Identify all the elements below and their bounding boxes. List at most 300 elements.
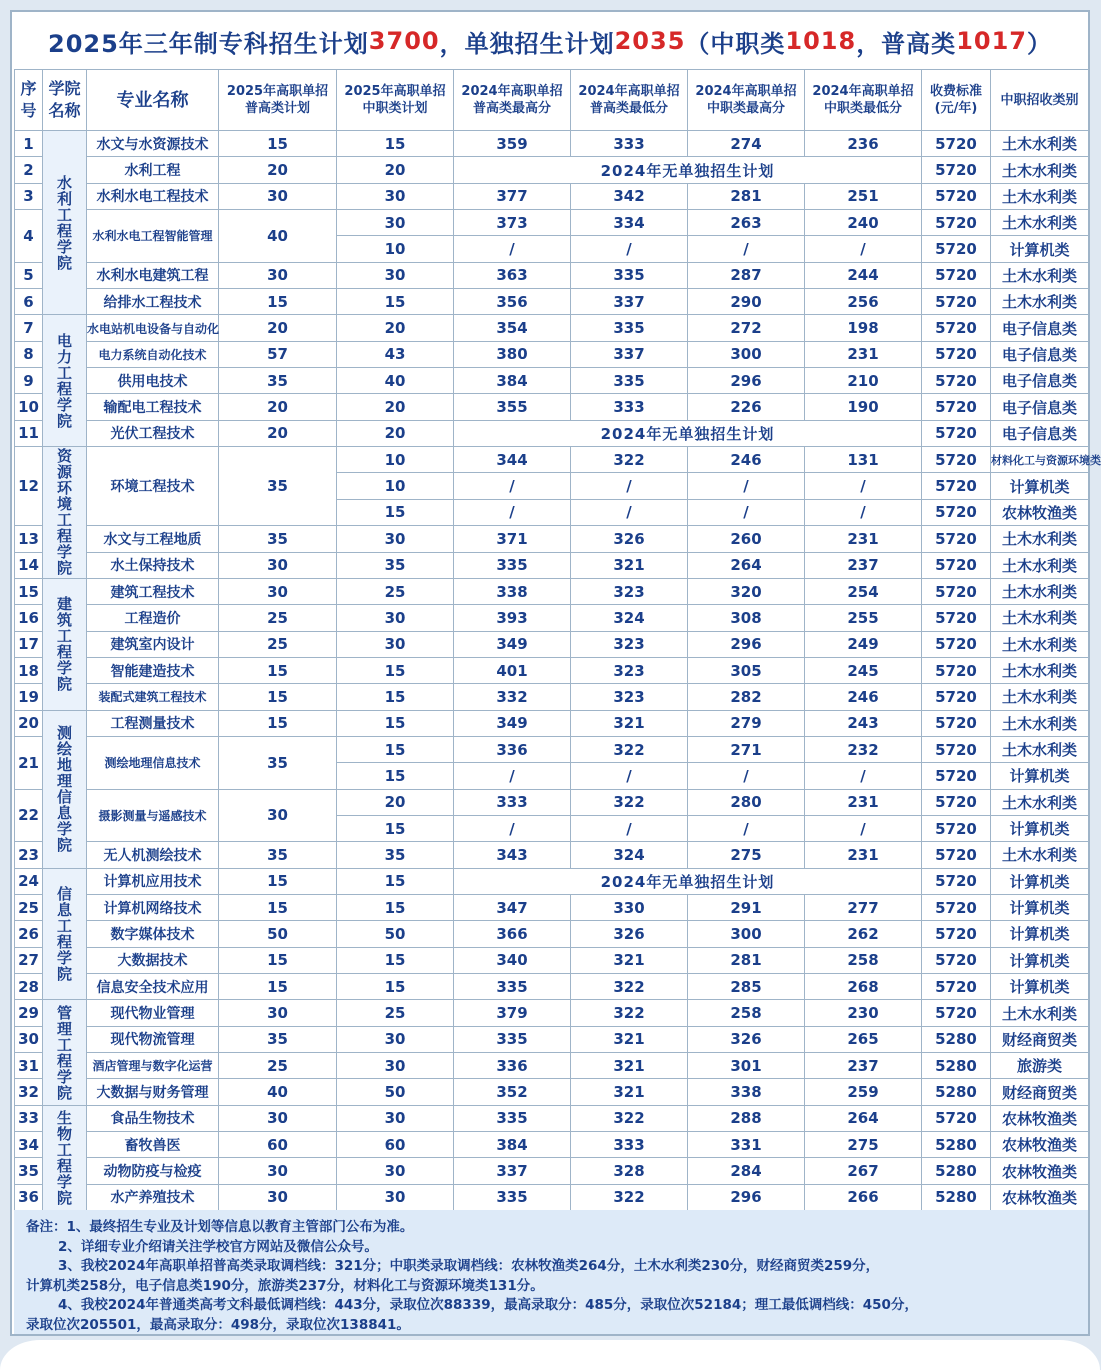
vocational-min-cell: 231 <box>805 789 922 815</box>
vocational-max-cell: 280 <box>688 789 805 815</box>
seq-cell: 30 <box>15 1026 43 1052</box>
category-cell: 土木水利类 <box>991 789 1089 815</box>
major-cell: 大数据与财务管理 <box>87 1079 219 1105</box>
vocational-min-cell: 265 <box>805 1026 922 1052</box>
table-row <box>15 605 1089 631</box>
category-cell: 计算机类 <box>991 815 1089 841</box>
vocational-min-cell: / <box>805 473 922 499</box>
fee-cell: 5720 <box>922 894 991 920</box>
plan-vocational-cell: 25 <box>337 1000 454 1026</box>
vocational-max-cell: / <box>688 763 805 789</box>
category-cell: 计算机类 <box>991 763 1089 789</box>
plan-general-cell: 40 <box>219 210 337 263</box>
seq-cell: 25 <box>15 894 43 920</box>
fee-cell: 5720 <box>922 420 991 446</box>
vocational-max-cell: 272 <box>688 315 805 341</box>
separate-plan: 2035 <box>614 27 686 55</box>
seq-cell: 20 <box>15 710 43 736</box>
vocational-min-cell: / <box>805 815 922 841</box>
major-cell: 水文与水资源技术 <box>87 131 219 157</box>
plan-general-cell: 20 <box>219 394 337 420</box>
general-min-cell: 321 <box>571 1079 688 1105</box>
general-max-cell: 355 <box>454 394 571 420</box>
fee-cell: 5720 <box>922 815 991 841</box>
general-max-cell: 354 <box>454 315 571 341</box>
school-cell: 资源环境工程学院 <box>43 447 87 579</box>
general-min-cell: 323 <box>571 657 688 683</box>
major-cell: 测绘地理信息技术 <box>87 736 219 789</box>
table-row <box>15 684 1089 710</box>
plan-vocational-cell: 30 <box>337 526 454 552</box>
seq-cell: 16 <box>15 605 43 631</box>
table-row <box>15 526 1089 552</box>
category-cell: 土木水利类 <box>991 552 1089 578</box>
plan-vocational-cell: 30 <box>337 262 454 288</box>
general-max-cell: 363 <box>454 262 571 288</box>
general-max-cell: 333 <box>454 789 571 815</box>
note-2: 2、详细专业介绍请关注学校官方网站及微信公众号。 <box>58 1238 378 1255</box>
enrollment-table <box>14 69 1101 1211</box>
general-max-cell: 347 <box>454 894 571 920</box>
seq-cell: 27 <box>15 947 43 973</box>
major-cell: 酒店管理与数字化运营 <box>87 1053 219 1079</box>
major-cell: 畜牧兽医 <box>87 1132 219 1158</box>
plan-vocational-cell: 15 <box>337 974 454 1000</box>
plan-vocational-cell: 15 <box>337 947 454 973</box>
vocational-min-cell: 231 <box>805 526 922 552</box>
vocational-max-cell: 226 <box>688 394 805 420</box>
seq-cell: 35 <box>15 1158 43 1184</box>
general-max-cell: / <box>454 236 571 262</box>
table-row <box>15 921 1089 947</box>
category-cell: 土木水利类 <box>991 578 1089 604</box>
general-min-cell: 322 <box>571 447 688 473</box>
plan-vocational-cell: 35 <box>337 552 454 578</box>
plan-vocational-cell: 15 <box>337 763 454 789</box>
category-cell: 土木水利类 <box>991 1000 1089 1026</box>
plan-vocational-cell: 15 <box>337 684 454 710</box>
vocational-min-cell: 232 <box>805 736 922 762</box>
note-4-cont: 录取位次205501，最高录取分：498分，录取位次138841。 <box>26 1316 410 1333</box>
major-cell: 建筑工程技术 <box>87 578 219 604</box>
general-max-cell: 393 <box>454 605 571 631</box>
fee-cell: 5720 <box>922 236 991 262</box>
category-cell: 财经商贸类 <box>991 1026 1089 1052</box>
table-row <box>15 368 1089 394</box>
vocational-min-cell: 231 <box>805 341 922 367</box>
vocational-min-cell: 243 <box>805 710 922 736</box>
plan-vocational-cell: 30 <box>337 1105 454 1131</box>
table-row <box>15 1000 1089 1026</box>
vocational-min-cell: 236 <box>805 131 922 157</box>
fee-cell: 5280 <box>922 1079 991 1105</box>
major-cell: 建筑室内设计 <box>87 631 219 657</box>
table-row <box>15 974 1089 1000</box>
plan-vocational-cell: 15 <box>337 868 454 894</box>
major-cell: 动物防疫与检疫 <box>87 1158 219 1184</box>
plan-vocational-cell: 30 <box>337 631 454 657</box>
vocational-max-cell: 296 <box>688 368 805 394</box>
major-cell: 计算机网络技术 <box>87 894 219 920</box>
seq-cell: 4 <box>15 210 43 263</box>
general-min-cell: 333 <box>571 394 688 420</box>
plan-vocational-cell: 15 <box>337 289 454 315</box>
plan-general-cell: 35 <box>219 447 337 526</box>
category-cell: 计算机类 <box>991 921 1089 947</box>
plan-general-cell: 30 <box>219 1158 337 1184</box>
general-min-cell: 321 <box>571 552 688 578</box>
vocational-min-cell: 258 <box>805 947 922 973</box>
vocational-min-cell: 266 <box>805 1184 922 1210</box>
general-min-cell: 342 <box>571 183 688 209</box>
category-cell: 土木水利类 <box>991 526 1089 552</box>
category-cell: 土木水利类 <box>991 157 1089 183</box>
general-min-cell: 322 <box>571 1000 688 1026</box>
vocational-max-cell: 285 <box>688 974 805 1000</box>
general-min-cell: 326 <box>571 526 688 552</box>
general-max-cell: 336 <box>454 736 571 762</box>
plan-general-cell: 40 <box>219 1079 337 1105</box>
plan-vocational-cell: 30 <box>337 1026 454 1052</box>
general-min-cell: 322 <box>571 736 688 762</box>
plan-vocational-cell: 10 <box>337 447 454 473</box>
category-cell: 计算机类 <box>991 868 1089 894</box>
category-cell: 计算机类 <box>991 894 1089 920</box>
general-min-cell: 333 <box>571 131 688 157</box>
seq-cell: 14 <box>15 552 43 578</box>
plan-vocational-cell: 15 <box>337 815 454 841</box>
plan-vocational-cell: 30 <box>337 1158 454 1184</box>
vocational-max-cell: 246 <box>688 447 805 473</box>
fee-cell: 5720 <box>922 578 991 604</box>
plan-vocational-cell: 10 <box>337 236 454 262</box>
vocational-min-cell: 275 <box>805 1132 922 1158</box>
general-max-cell: 366 <box>454 921 571 947</box>
vocational-min-cell: 190 <box>805 394 922 420</box>
vocational-max-cell: 271 <box>688 736 805 762</box>
plan-vocational-cell: 30 <box>337 183 454 209</box>
header-plan-general: 2025年高职单招普高类计划 <box>219 70 337 131</box>
fee-cell: 5720 <box>922 447 991 473</box>
general-max-cell: 373 <box>454 210 571 236</box>
vocational-min-cell: / <box>805 499 922 525</box>
header-school: 学院名称 <box>43 70 87 131</box>
vocational-max-cell: / <box>688 815 805 841</box>
category-cell: 土木水利类 <box>991 183 1089 209</box>
general-min-cell: 322 <box>571 789 688 815</box>
general-min-cell: 328 <box>571 1158 688 1184</box>
seq-cell: 13 <box>15 526 43 552</box>
plan-vocational-cell: 15 <box>337 894 454 920</box>
category-cell: 电子信息类 <box>991 341 1089 367</box>
major-cell: 水土保持技术 <box>87 552 219 578</box>
category-cell: 土木水利类 <box>991 289 1089 315</box>
plan-general-cell: 60 <box>219 1132 337 1158</box>
general-min-cell: 322 <box>571 974 688 1000</box>
note-1: 备注：1、最终招生专业及计划等信息以教育主管部门公布为准。 <box>26 1219 414 1235</box>
category-cell: 土木水利类 <box>991 210 1089 236</box>
general-min-cell: 324 <box>571 605 688 631</box>
table-row <box>15 842 1089 868</box>
category-cell: 土木水利类 <box>991 131 1089 157</box>
general-max-cell: 343 <box>454 842 571 868</box>
general-max-cell: 379 <box>454 1000 571 1026</box>
fee-cell: 5720 <box>922 157 991 183</box>
header-vocational-min: 2024年高职单招中职类最低分 <box>805 70 922 131</box>
table-row <box>15 131 1089 157</box>
general-max-cell: 349 <box>454 631 571 657</box>
vocational-max-cell: 290 <box>688 289 805 315</box>
vocational-min-cell: 245 <box>805 657 922 683</box>
table-row <box>15 210 1089 236</box>
plan-general-cell: 15 <box>219 289 337 315</box>
seq-cell: 19 <box>15 684 43 710</box>
category-cell: 电子信息类 <box>991 420 1089 446</box>
vocational-plan: 1018 <box>785 27 857 55</box>
fee-cell: 5720 <box>922 394 991 420</box>
school-cell: 水利工程学院 <box>43 131 87 315</box>
general-min-cell: 330 <box>571 894 688 920</box>
table-row <box>15 183 1089 209</box>
general-min-cell: 324 <box>571 842 688 868</box>
general-max-cell: 335 <box>454 1184 571 1210</box>
major-cell: 工程造价 <box>87 605 219 631</box>
general-min-cell: 337 <box>571 341 688 367</box>
vocational-min-cell: 131 <box>805 447 922 473</box>
fee-cell: 5720 <box>922 341 991 367</box>
plan-general-cell: 20 <box>219 315 337 341</box>
seq-cell: 1 <box>15 131 43 157</box>
category-cell: 旅游类 <box>991 1053 1089 1079</box>
plan-general-cell: 30 <box>219 789 337 842</box>
seq-cell: 32 <box>15 1079 43 1105</box>
table-row <box>15 1184 1089 1210</box>
plan-vocational-cell: 50 <box>337 1079 454 1105</box>
major-cell: 环境工程技术 <box>87 447 219 526</box>
plan-vocational-cell: 30 <box>337 1053 454 1079</box>
vocational-max-cell: 331 <box>688 1132 805 1158</box>
major-cell: 光伏工程技术 <box>87 420 219 446</box>
category-cell: 土木水利类 <box>991 842 1089 868</box>
seq-cell: 17 <box>15 631 43 657</box>
plan-vocational-cell: 20 <box>337 315 454 341</box>
category-cell: 土木水利类 <box>991 631 1089 657</box>
note-4: 4、我校2024年普通类高考文科最低调档线：443分，录取位次88339，最高录取分：485分，录取位次52184；理工最低调档线：450分， <box>58 1297 918 1313</box>
major-cell: 水利水电建筑工程 <box>87 262 219 288</box>
plan-general-cell: 30 <box>219 1000 337 1026</box>
header-general-min: 2024年高职单招普高类最低分 <box>571 70 688 131</box>
major-cell: 水产养殖技术 <box>87 1184 219 1210</box>
plan-general-cell: 15 <box>219 974 337 1000</box>
note-3: 3、我校2024年高职单招普高类录取调档线：321分；中职类录取调档线：农林牧渔类264分，土木水利类230分，财经商贸类259分， <box>58 1258 880 1274</box>
school-cell: 电力工程学院 <box>43 315 87 447</box>
general-min-cell: / <box>571 473 688 499</box>
general-max-cell: 332 <box>454 684 571 710</box>
no-plan-cell: 2024年无单独招生计划 <box>454 157 922 183</box>
table-row <box>15 394 1089 420</box>
plan-vocational-cell: 60 <box>337 1132 454 1158</box>
major-cell: 给排水工程技术 <box>87 289 219 315</box>
fee-cell: 5720 <box>922 262 991 288</box>
vocational-max-cell: 281 <box>688 183 805 209</box>
vocational-max-cell: 284 <box>688 1158 805 1184</box>
total-plan: 3700 <box>368 27 440 55</box>
fee-cell: 5720 <box>922 974 991 1000</box>
vocational-max-cell: 275 <box>688 842 805 868</box>
category-cell: 土木水利类 <box>991 605 1089 631</box>
seq-cell: 22 <box>15 789 43 842</box>
category-cell: 农林牧渔类 <box>991 1132 1089 1158</box>
bottom-wave-decoration <box>0 1340 1100 1370</box>
table-row <box>15 315 1089 341</box>
seq-cell: 33 <box>15 1105 43 1131</box>
vocational-max-cell: 326 <box>688 1026 805 1052</box>
general-min-cell: / <box>571 763 688 789</box>
seq-cell: 7 <box>15 315 43 341</box>
vocational-max-cell: 320 <box>688 578 805 604</box>
plan-general-cell: 35 <box>219 526 337 552</box>
fee-cell: 5720 <box>922 315 991 341</box>
major-cell: 数字媒体技术 <box>87 921 219 947</box>
plan-vocational-cell: 15 <box>337 131 454 157</box>
fee-cell: 5720 <box>922 131 991 157</box>
plan-general-cell: 30 <box>219 262 337 288</box>
plan-vocational-cell: 43 <box>337 341 454 367</box>
seq-cell: 18 <box>15 657 43 683</box>
vocational-max-cell: 281 <box>688 947 805 973</box>
plan-general-cell: 15 <box>219 657 337 683</box>
vocational-min-cell: 256 <box>805 289 922 315</box>
plan-vocational-cell: 15 <box>337 657 454 683</box>
plan-general-cell: 30 <box>219 578 337 604</box>
category-cell: 土木水利类 <box>991 736 1089 762</box>
general-min-cell: 326 <box>571 921 688 947</box>
fee-cell: 5720 <box>922 736 991 762</box>
major-cell: 摄影测量与遥感技术 <box>87 789 219 842</box>
vocational-min-cell: 259 <box>805 1079 922 1105</box>
category-cell: 农林牧渔类 <box>991 1184 1089 1210</box>
notes-section <box>14 1210 1088 1334</box>
plan-vocational-cell: 35 <box>337 842 454 868</box>
major-cell: 装配式建筑工程技术 <box>87 684 219 710</box>
table-row <box>15 868 1089 894</box>
table-row <box>15 1079 1089 1105</box>
category-cell: 计算机类 <box>991 947 1089 973</box>
header-fee: 收费标准(元/年) <box>922 70 991 131</box>
vocational-max-cell: 282 <box>688 684 805 710</box>
fee-cell: 5720 <box>922 289 991 315</box>
fee-cell: 5280 <box>922 1053 991 1079</box>
school-cell: 信息工程学院 <box>43 868 87 1000</box>
fee-cell: 5280 <box>922 1026 991 1052</box>
no-plan-cell: 2024年无单独招生计划 <box>454 868 922 894</box>
vocational-min-cell: 230 <box>805 1000 922 1026</box>
plan-general-cell: 35 <box>219 368 337 394</box>
header-major: 专业名称 <box>87 70 219 131</box>
fee-cell: 5720 <box>922 552 991 578</box>
category-cell: 土木水利类 <box>991 657 1089 683</box>
enrollment-plan-card <box>10 10 1101 1336</box>
general-min-cell: 322 <box>571 1184 688 1210</box>
general-min-cell: 335 <box>571 315 688 341</box>
major-cell: 智能建造技术 <box>87 657 219 683</box>
general-min-cell: 323 <box>571 684 688 710</box>
vocational-min-cell: 254 <box>805 578 922 604</box>
general-min-cell: 335 <box>571 262 688 288</box>
category-cell: 农林牧渔类 <box>991 499 1089 525</box>
plan-general-cell: 30 <box>219 1184 337 1210</box>
category-cell: 土木水利类 <box>991 710 1089 736</box>
plan-vocational-cell: 20 <box>337 157 454 183</box>
general-max-cell: 359 <box>454 131 571 157</box>
plan-vocational-cell: 15 <box>337 710 454 736</box>
header-general-max: 2024年高职单招普高类最高分 <box>454 70 571 131</box>
category-cell: 农林牧渔类 <box>991 1105 1089 1131</box>
vocational-min-cell: 237 <box>805 552 922 578</box>
vocational-max-cell: 288 <box>688 1105 805 1131</box>
category-cell: 计算机类 <box>991 473 1089 499</box>
vocational-max-cell: 258 <box>688 1000 805 1026</box>
general-max-cell: 337 <box>454 1158 571 1184</box>
general-min-cell: 333 <box>571 1132 688 1158</box>
header-seq: 序号 <box>15 70 43 131</box>
school-cell: 测绘地理信息学院 <box>43 710 87 868</box>
vocational-min-cell: 249 <box>805 631 922 657</box>
general-min-cell: / <box>571 499 688 525</box>
vocational-max-cell: 308 <box>688 605 805 631</box>
header-vocational-max: 2024年高职单招中职类最高分 <box>688 70 805 131</box>
table-row <box>15 262 1089 288</box>
seq-cell: 11 <box>15 420 43 446</box>
vocational-max-cell: 296 <box>688 631 805 657</box>
vocational-min-cell: 198 <box>805 315 922 341</box>
table-row <box>15 447 1089 473</box>
plan-general-cell: 15 <box>219 868 337 894</box>
major-cell: 水电站机电设备与自动化 <box>87 315 219 341</box>
fee-cell: 5720 <box>922 1000 991 1026</box>
seq-cell: 9 <box>15 368 43 394</box>
general-min-cell: 335 <box>571 368 688 394</box>
school-cell: 管理工程学院 <box>43 1000 87 1105</box>
plan-general-cell: 20 <box>219 157 337 183</box>
seq-cell: 31 <box>15 1053 43 1079</box>
fee-cell: 5720 <box>922 368 991 394</box>
seq-cell: 36 <box>15 1184 43 1210</box>
general-max-cell: 349 <box>454 710 571 736</box>
major-cell: 电力系统自动化技术 <box>87 341 219 367</box>
plan-general-cell: 30 <box>219 1105 337 1131</box>
seq-cell: 26 <box>15 921 43 947</box>
plan-general-cell: 30 <box>219 183 337 209</box>
major-cell: 水利工程 <box>87 157 219 183</box>
plan-vocational-cell: 15 <box>337 499 454 525</box>
category-cell: 电子信息类 <box>991 368 1089 394</box>
vocational-min-cell: 210 <box>805 368 922 394</box>
fee-cell: 5720 <box>922 763 991 789</box>
plan-vocational-cell: 30 <box>337 210 454 236</box>
general-max-cell: 377 <box>454 183 571 209</box>
table-row <box>15 289 1089 315</box>
plan-general-cell: 15 <box>219 684 337 710</box>
table-row <box>15 578 1089 604</box>
general-max-cell: 384 <box>454 1132 571 1158</box>
vocational-min-cell: 231 <box>805 842 922 868</box>
category-cell: 农林牧渔类 <box>991 1158 1089 1184</box>
vocational-max-cell: / <box>688 236 805 262</box>
no-plan-cell: 2024年无单独招生计划 <box>454 420 922 446</box>
table-row <box>15 1158 1089 1184</box>
header-plan-vocational: 2025年高职单招中职类计划 <box>337 70 454 131</box>
